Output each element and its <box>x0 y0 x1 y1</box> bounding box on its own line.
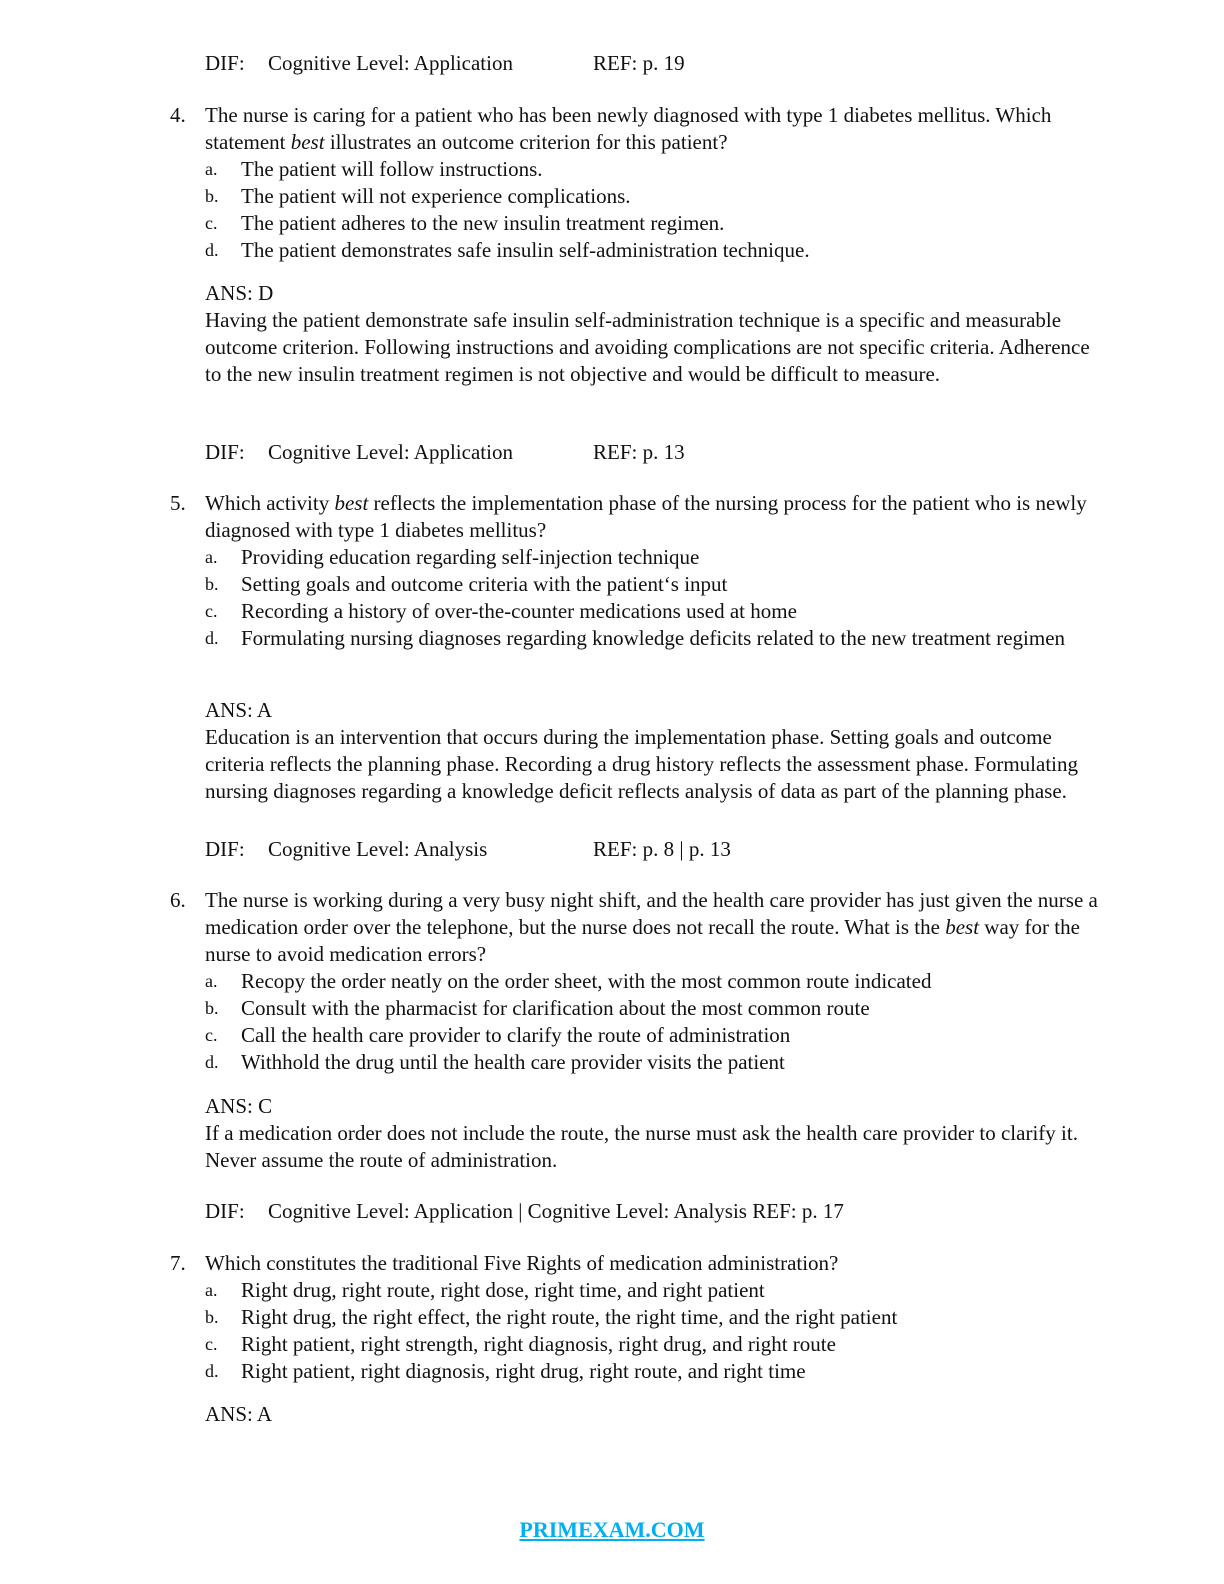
option-a: a. Right drug, right route, right dose, right time, and right patient <box>205 1278 765 1302</box>
option-a: a. Recopy the order neatly on the order sheet, with the most common route indicated <box>205 969 932 993</box>
answer-block: ANS: A Education is an intervention that occurs during the implementation phase. Setting goals and outcome criteria reflects the planning phase. Recording a drug history reflects the assessment phase. Formulating nursing diagnoses regarding a knowledge deficit reflects analysis of data as part of the planning phase. <box>205 698 1078 803</box>
option-d: d. Withhold the drug until the health care provider visits the patient <box>205 1050 785 1074</box>
option-c: c. The patient adheres to the new insulin treatment regimen. <box>205 211 725 235</box>
option-c: c. Call the health care provider to clarify the route of administration <box>205 1023 791 1047</box>
ref-page: p. 19 <box>642 51 685 75</box>
difficulty-line <box>205 50 685 77</box>
ref-label: REF: <box>593 51 638 75</box>
option-b: b. The patient will not experience complications. <box>205 184 631 208</box>
question-5: 5. Which activity best reflects the implementation phase of the nursing process for the patient who is newly diagnosed with type 1 diabetes mellitus? a. Providing education regarding self-injection technique b. Setting goals and outcome criteria with the patient‘s input c. Recording a history of over-the-counter medications used at home d. Formulating nursing diagnoses regarding knowledge deficits related to the new treatment regimen <box>170 490 1105 652</box>
question-number: 4. <box>170 103 186 127</box>
difficulty-line: DIF: Cognitive Level: Application | Cognitive Level: Analysis REF: p. 17 <box>205 1199 844 1223</box>
difficulty-line: DIF: Cognitive Level: Application REF: p. 13 <box>205 440 685 464</box>
footer-link[interactable]: PRIMEXAM.COM <box>519 1517 705 1542</box>
answer-block: ANS: C If a medication order does not include the route, the nurse must ask the health care provider to clarify it. Never assume the route of administration. <box>205 1094 1078 1172</box>
answer-label: ANS: D <box>205 281 274 305</box>
rationale: Having the patient demonstrate safe insulin self-administration technique is a specific and measurable outcome criterion. Following instructions and avoiding complications are not specific criteria. Adherence to the new insulin treatment regimen is not objective and would be difficult to measure. <box>205 308 1090 386</box>
option-d: d. Right patient, right diagnosis, right drug, right route, and right time <box>205 1359 806 1383</box>
question-6: 6. The nurse is working during a very busy night shift, and the health care provider has just given the nurse a medication order over the telephone, but the nurse does not recall the route. What is the best way for the nurse to avoid medication errors? a. Recopy the order neatly on the order sheet, with the most common route indicated b. Consult with the pharmacist for clarification about the most common route c. Call the health care provider to clarify the route of administration d. Withhold the drug until the health care provider visits the patient <box>170 887 1105 1076</box>
question-stem: Which constitutes the traditional Five Rights of medication administration? <box>205 1251 839 1275</box>
option-list <box>205 156 1105 264</box>
option-list <box>205 1277 1105 1385</box>
option-a: a. The patient will follow instructions. <box>205 157 543 181</box>
option-list <box>205 544 1105 652</box>
cognitive-level: Cognitive Level: Application <box>268 51 513 75</box>
difficulty-line: DIF: Cognitive Level: Analysis REF: p. 8 | p. 13 <box>205 837 731 861</box>
option-c: c. Recording a history of over-the-counter medications used at home <box>205 599 797 623</box>
option-d: d. Formulating nursing diagnoses regarding knowledge deficits related to the new treatment regimen <box>205 626 1066 650</box>
dif-label: DIF: <box>205 51 245 75</box>
question-7: 7. Which constitutes the traditional Five Rights of medication administration? a. Right drug, right route, right dose, right time, and right patient b. Right drug, the right effect, the right route, the right time, and the right patient c. Right patient, right strength, right diagnosis, right drug, and right route d. Right patient, right diagnosis, right drug, right route, and right time <box>170 1250 1105 1385</box>
question-stem: Which activity best reflects the implementation phase of the nursing process for the patient who is newly diagnosed with type 1 diabetes mellitus? <box>205 491 1087 542</box>
option-b: b. Setting goals and outcome criteria with the patient‘s input <box>205 572 728 596</box>
question-stem: The nurse is working during a very busy night shift, and the health care provider has just given the nurse a medication order over the telephone, but the nurse does not recall the route. What is the best way for the nurse to avoid medication errors? <box>205 888 1098 966</box>
option-b: b. Right drug, the right effect, the right route, the right time, and the right patient <box>205 1305 898 1329</box>
question-stem: The nurse is caring for a patient who has been newly diagnosed with type 1 diabetes mellitus. Which statement best illustrates an outcome criterion for this patient? <box>205 103 1052 154</box>
option-a: a. Providing education regarding self-injection technique <box>205 545 700 569</box>
question-4 <box>170 102 1105 264</box>
option-list <box>205 968 1105 1076</box>
answer-block: ANS: A <box>205 1402 273 1426</box>
option-b: b. Consult with the pharmacist for clarification about the most common route <box>205 996 870 1020</box>
option-c: c. Right patient, right strength, right diagnosis, right drug, and right route <box>205 1332 836 1356</box>
answer-block <box>205 280 1105 388</box>
option-d: d. The patient demonstrates safe insulin self-administration technique. <box>205 238 810 262</box>
